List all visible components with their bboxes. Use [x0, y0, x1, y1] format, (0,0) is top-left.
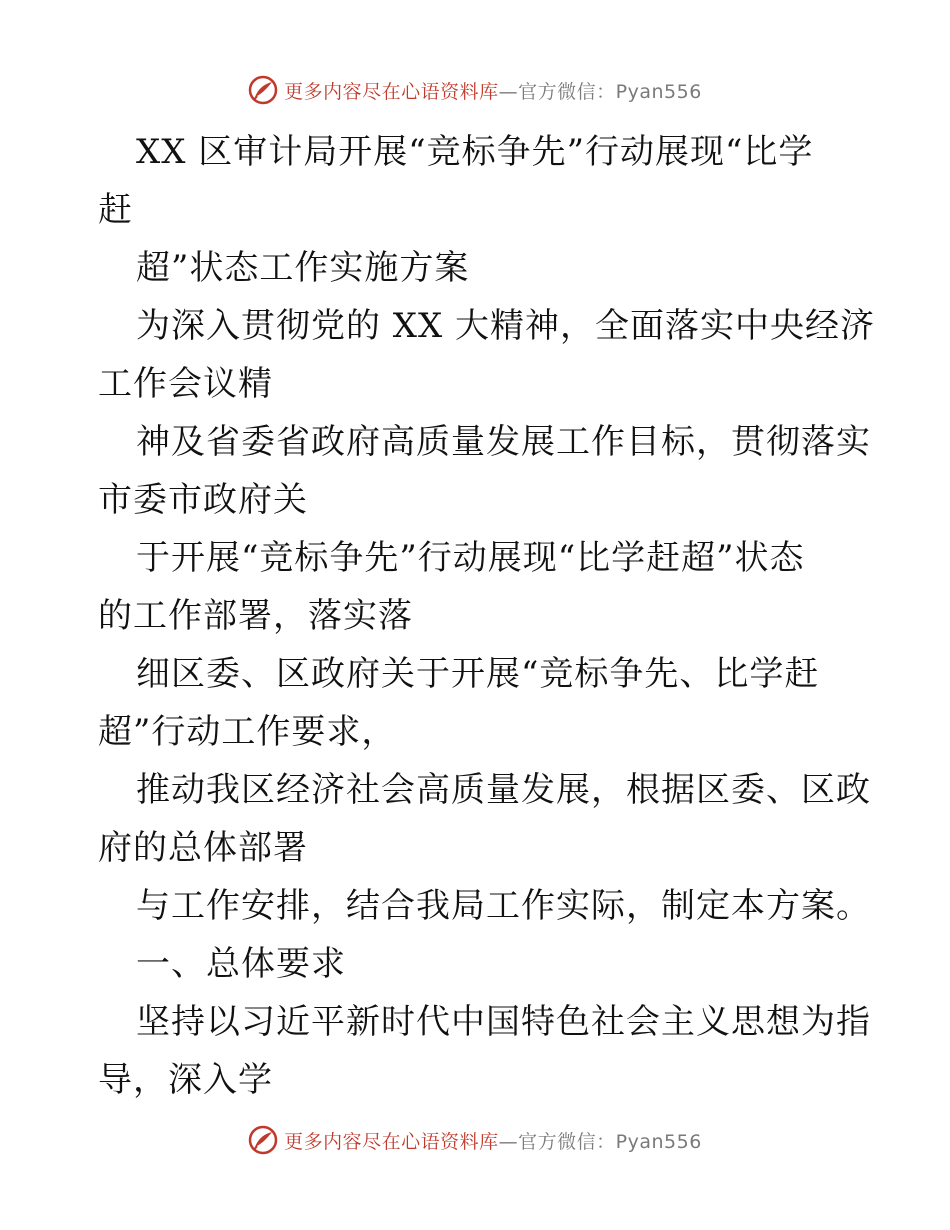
doc-line: 赶	[98, 190, 133, 230]
banner-official-text: —官方微信：Pyan556	[498, 1130, 702, 1153]
banner-official-text: —官方微信：Pyan556	[498, 80, 702, 103]
banner-brand-text: 更多内容尽在心语资料库	[284, 1130, 499, 1153]
doc-line: 于开展“竞标争先”行动展现“比学赶超”状态	[136, 538, 805, 578]
doc-line: 坚持以习近平新时代中国特色社会主义思想为指	[136, 1002, 871, 1042]
doc-line: 细区委、区政府关于开展“竞标争先、比学赶	[136, 654, 820, 694]
doc-line: 府的总体部署	[98, 828, 308, 868]
doc-line: 工作会议精	[98, 364, 273, 404]
doc-line: 导，深入学	[98, 1060, 273, 1100]
quill-logo-icon	[248, 75, 278, 105]
doc-line: 推动我区经济社会高质量发展，根据区委、区政	[136, 770, 871, 810]
doc-line: XX 区审计局开展“竞标争先”行动展现“比学	[136, 132, 814, 172]
document-body	[98, 123, 876, 1109]
footer-banner	[0, 1120, 950, 1160]
header-banner	[0, 70, 950, 110]
doc-line: 为深入贯彻党的 XX 大精神，全面落实中央经济	[136, 306, 876, 346]
banner-brand-text: 更多内容尽在心语资料库	[284, 80, 499, 103]
section-heading: 一、总体要求	[136, 944, 346, 984]
quill-logo-icon	[248, 1125, 278, 1155]
doc-line: 超”状态工作实施方案	[136, 248, 470, 288]
doc-line: 神及省委省政府高质量发展工作目标，贯彻落实	[136, 422, 871, 462]
doc-line: 市委市政府关	[98, 480, 308, 520]
doc-line: 超”行动工作要求，	[98, 712, 397, 752]
doc-line: 与工作安排，结合我局工作实际，制定本方案。	[136, 886, 871, 926]
doc-line: 的工作部署，落实落	[98, 596, 413, 636]
